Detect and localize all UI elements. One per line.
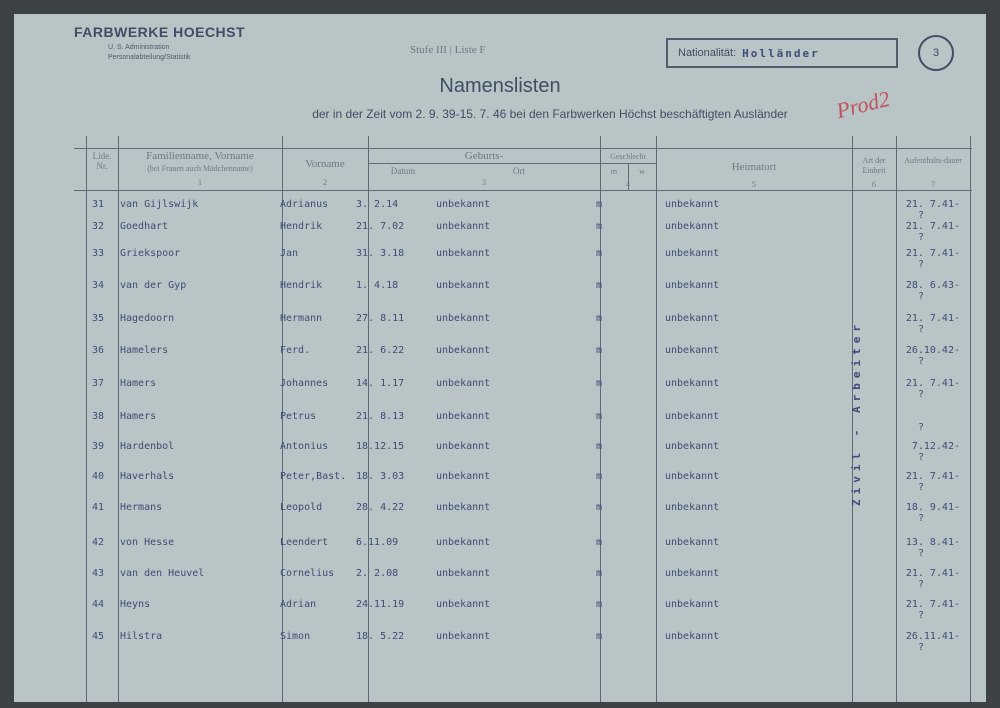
stay-question-mark: ?: [918, 642, 925, 653]
col-header-unit: Art der Einheit: [862, 156, 886, 175]
handwritten-mark: Prod2: [833, 85, 893, 124]
col-header-birth-place: Ort: [513, 166, 525, 176]
row-number: 31: [92, 199, 105, 210]
stay-duration: 21. 7.41-: [905, 599, 960, 610]
family-name: Hermans: [120, 502, 163, 513]
birth-place: unbekannt: [436, 441, 491, 452]
nationality-value: Holländer: [742, 46, 820, 60]
sex: m: [596, 280, 603, 291]
first-name: Cornelius: [280, 568, 335, 579]
table-row: [0, 631, 1000, 651]
family-name: Hamelers: [120, 345, 169, 356]
stay-duration: 21. 7.41-: [905, 378, 960, 389]
unit-vertical-text: Zivil - Arbeiter: [850, 320, 863, 506]
row-number: 34: [92, 280, 105, 291]
hometown: unbekannt: [665, 280, 720, 291]
col-header-sex-m: m: [610, 167, 618, 176]
first-name: Adrianus: [280, 199, 329, 210]
company-name: FARBWERKE HOECHST: [74, 24, 246, 40]
row-number: 39: [92, 441, 105, 452]
stay-question-mark: ?: [918, 422, 925, 433]
family-name: Goedhart: [120, 221, 169, 232]
nationality-box: [666, 38, 898, 68]
birth-place: unbekannt: [436, 631, 491, 642]
table-row: [0, 441, 1000, 461]
birth-place: unbekannt: [436, 313, 491, 324]
col-header-home-idx: 5: [752, 180, 756, 189]
sex: m: [596, 537, 603, 548]
col-header-sex-idx: 4: [626, 180, 630, 189]
row-number: 40: [92, 471, 105, 482]
col-header-birth-idx: 3: [482, 178, 486, 187]
col-header-birth: Geburts-: [464, 150, 504, 162]
table-row: [0, 411, 1000, 431]
sex: m: [596, 411, 603, 422]
col-header-family: Familienname, Vorname: [146, 150, 254, 162]
table-row: [0, 313, 1000, 333]
first-name: Adrian: [280, 599, 317, 610]
stay-question-mark: ?: [918, 324, 925, 335]
stay-question-mark: ?: [918, 452, 925, 463]
family-name: van Gijlswijk: [120, 199, 199, 210]
family-name: van den Heuvel: [120, 568, 205, 579]
table-top-line: [74, 148, 972, 149]
birth-date: 24.11.19: [356, 599, 405, 610]
birth-subline: [368, 163, 600, 164]
birth-date: 21. 6.22: [356, 345, 405, 356]
table-row: [0, 280, 1000, 300]
table-row: [0, 471, 1000, 491]
birth-date: 3. 2.14: [356, 199, 399, 210]
family-name: Hagedoorn: [120, 313, 175, 324]
family-name: Griekspoor: [120, 248, 181, 259]
birth-place: unbekannt: [436, 599, 491, 610]
company-subline-2: Personalabteilung/Statistik: [108, 54, 191, 61]
sex: m: [596, 441, 603, 452]
sex: m: [596, 471, 603, 482]
first-name: Antonius: [280, 441, 329, 452]
first-name: Hendrik: [280, 221, 323, 232]
row-number: 32: [92, 221, 105, 232]
birth-place: unbekannt: [436, 378, 491, 389]
first-name: Ferd.: [280, 345, 311, 356]
col-header-home: Heimatort: [731, 161, 777, 173]
stay-duration: 26.10.42-: [905, 345, 960, 356]
birth-place: unbekannt: [436, 345, 491, 356]
col-header-nr: Lide. Nr.: [92, 151, 112, 171]
col-header-stay: Aufenthalts-dauer: [904, 156, 962, 165]
hometown: unbekannt: [665, 248, 720, 259]
birth-date: 18. 3.03: [356, 471, 405, 482]
sex: m: [596, 631, 603, 642]
birth-place: unbekannt: [436, 199, 491, 210]
table-row: [0, 568, 1000, 588]
stay-duration: 28. 6.43-: [905, 280, 960, 291]
birth-place: unbekannt: [436, 221, 491, 232]
birth-place: unbekannt: [436, 248, 491, 259]
birth-place: unbekannt: [436, 411, 491, 422]
stay-duration: 7.12.42-: [911, 441, 960, 452]
table-row: [0, 502, 1000, 522]
stay-duration: 21. 7.41-: [905, 221, 960, 232]
family-name: Haverhals: [120, 471, 175, 482]
birth-place: unbekannt: [436, 502, 491, 513]
row-number: 33: [92, 248, 105, 259]
hometown: unbekannt: [665, 313, 720, 324]
header-bottom-line: [74, 190, 972, 191]
row-number: 42: [92, 537, 105, 548]
birth-date: 28. 4.22: [356, 502, 405, 513]
sex: m: [596, 502, 603, 513]
col-header-sex: Geschlecht: [610, 152, 646, 161]
hometown: unbekannt: [665, 568, 720, 579]
first-name: Hermann: [280, 313, 323, 324]
row-number: 41: [92, 502, 105, 513]
row-number: 45: [92, 631, 105, 642]
col-header-birth-date: Datum: [390, 166, 416, 176]
hometown: unbekannt: [665, 378, 720, 389]
stay-duration: 21. 7.41-: [905, 199, 960, 210]
first-name: Johannes: [280, 378, 329, 389]
table-row: [0, 378, 1000, 398]
hometown: unbekannt: [665, 221, 720, 232]
stay-duration: 18. 9.41-: [905, 502, 960, 513]
birth-date: 21. 8.13: [356, 411, 405, 422]
birth-date: 2. 2.08: [356, 568, 399, 579]
stay-duration: 21. 7.41-: [905, 471, 960, 482]
hometown: unbekannt: [665, 631, 720, 642]
row-number: 35: [92, 313, 105, 324]
birth-date: 18.12.15: [356, 441, 405, 452]
birth-date: 31. 3.18: [356, 248, 405, 259]
birth-date: 21. 7.02: [356, 221, 405, 232]
sex: m: [596, 199, 603, 210]
sex: m: [596, 221, 603, 232]
family-name: Hilstra: [120, 631, 163, 642]
sex: m: [596, 568, 603, 579]
birth-date: 27. 8.11: [356, 313, 405, 324]
stay-question-mark: ?: [918, 610, 925, 621]
list-stage: Stufe III | Liste F: [410, 44, 486, 56]
sex: m: [596, 313, 603, 324]
table-row: [0, 537, 1000, 557]
first-name: Leopold: [280, 502, 323, 513]
first-name: Leendert: [280, 537, 329, 548]
col-header-family-note: (bei Frauen auch Mädchenname): [147, 164, 253, 173]
birth-place: unbekannt: [436, 568, 491, 579]
sex: m: [596, 378, 603, 389]
table-row: [0, 345, 1000, 365]
hometown: unbekannt: [665, 537, 720, 548]
row-number: 44: [92, 599, 105, 610]
family-name: van der Gyp: [120, 280, 187, 291]
hometown: unbekannt: [665, 599, 720, 610]
birth-place: unbekannt: [436, 537, 491, 548]
table-row: [0, 221, 1000, 241]
col-header-sex-w: w: [639, 167, 645, 176]
col-header-stay-idx: 7: [931, 180, 935, 189]
stay-question-mark: ?: [918, 259, 925, 270]
page-subtitle: der in der Zeit vom 2. 9. 39-15. 7. 46 bei den Farbwerken Höchst beschäftigten Ausländer: [312, 107, 788, 121]
birth-place: unbekannt: [436, 471, 491, 482]
birth-place: unbekannt: [436, 280, 491, 291]
sex: m: [596, 248, 603, 259]
family-name: von Hesse: [120, 537, 175, 548]
stay-question-mark: ?: [918, 291, 925, 302]
row-number: 36: [92, 345, 105, 356]
first-name: Simon: [280, 631, 311, 642]
page-title: Namenslisten: [439, 75, 561, 97]
table-row: [0, 199, 1000, 219]
hometown: unbekannt: [665, 199, 720, 210]
col-header-first: Vorname: [305, 158, 345, 170]
stay-question-mark: ?: [918, 232, 925, 243]
sex-subline: [600, 163, 656, 164]
first-name: Hendrik: [280, 280, 323, 291]
col-header-unit-idx: 6: [872, 180, 876, 189]
hometown: unbekannt: [665, 502, 720, 513]
stay-duration: 21. 7.41-: [905, 313, 960, 324]
hometown: unbekannt: [665, 345, 720, 356]
stay-question-mark: ?: [918, 210, 925, 221]
birth-date: 18. 5.22: [356, 631, 405, 642]
family-name: Hamers: [120, 378, 157, 389]
page-number-circle: 3: [918, 35, 954, 71]
row-number: 43: [92, 568, 105, 579]
birth-date: 14. 1.17: [356, 378, 405, 389]
birth-date: 6.11.09: [356, 537, 399, 548]
stay-question-mark: ?: [918, 389, 925, 400]
sex: m: [596, 599, 603, 610]
birth-date: 1. 4.18: [356, 280, 399, 291]
family-name: Heyns: [120, 599, 151, 610]
stay-duration: 21. 7.41-: [905, 248, 960, 259]
first-name: Jan: [280, 248, 299, 259]
family-name: Hardenbol: [120, 441, 175, 452]
table-row: [0, 599, 1000, 619]
stay-duration: 21. 7.41-: [905, 568, 960, 579]
row-number: 38: [92, 411, 105, 422]
table-row: [0, 248, 1000, 268]
stay-question-mark: ?: [918, 482, 925, 493]
stay-question-mark: ?: [918, 513, 925, 524]
stay-duration: 26.11.41-: [905, 631, 960, 642]
stay-question-mark: ?: [918, 356, 925, 367]
first-name: Peter,Bast.: [280, 471, 347, 482]
hometown: unbekannt: [665, 411, 720, 422]
company-subline-1: U. S. Administration: [108, 44, 170, 51]
stay-question-mark: ?: [918, 579, 925, 590]
first-name: Petrus: [280, 411, 317, 422]
stay-question-mark: ?: [918, 548, 925, 559]
nationality-label: Nationalität:: [678, 47, 737, 59]
col-header-first-idx: 2: [323, 178, 327, 187]
hometown: unbekannt: [665, 471, 720, 482]
hometown: unbekannt: [665, 441, 720, 452]
col-header-family-idx: 1: [198, 178, 202, 187]
sex: m: [596, 345, 603, 356]
row-number: 37: [92, 378, 105, 389]
stay-duration: 13. 8.41-: [905, 537, 960, 548]
family-name: Hamers: [120, 411, 157, 422]
